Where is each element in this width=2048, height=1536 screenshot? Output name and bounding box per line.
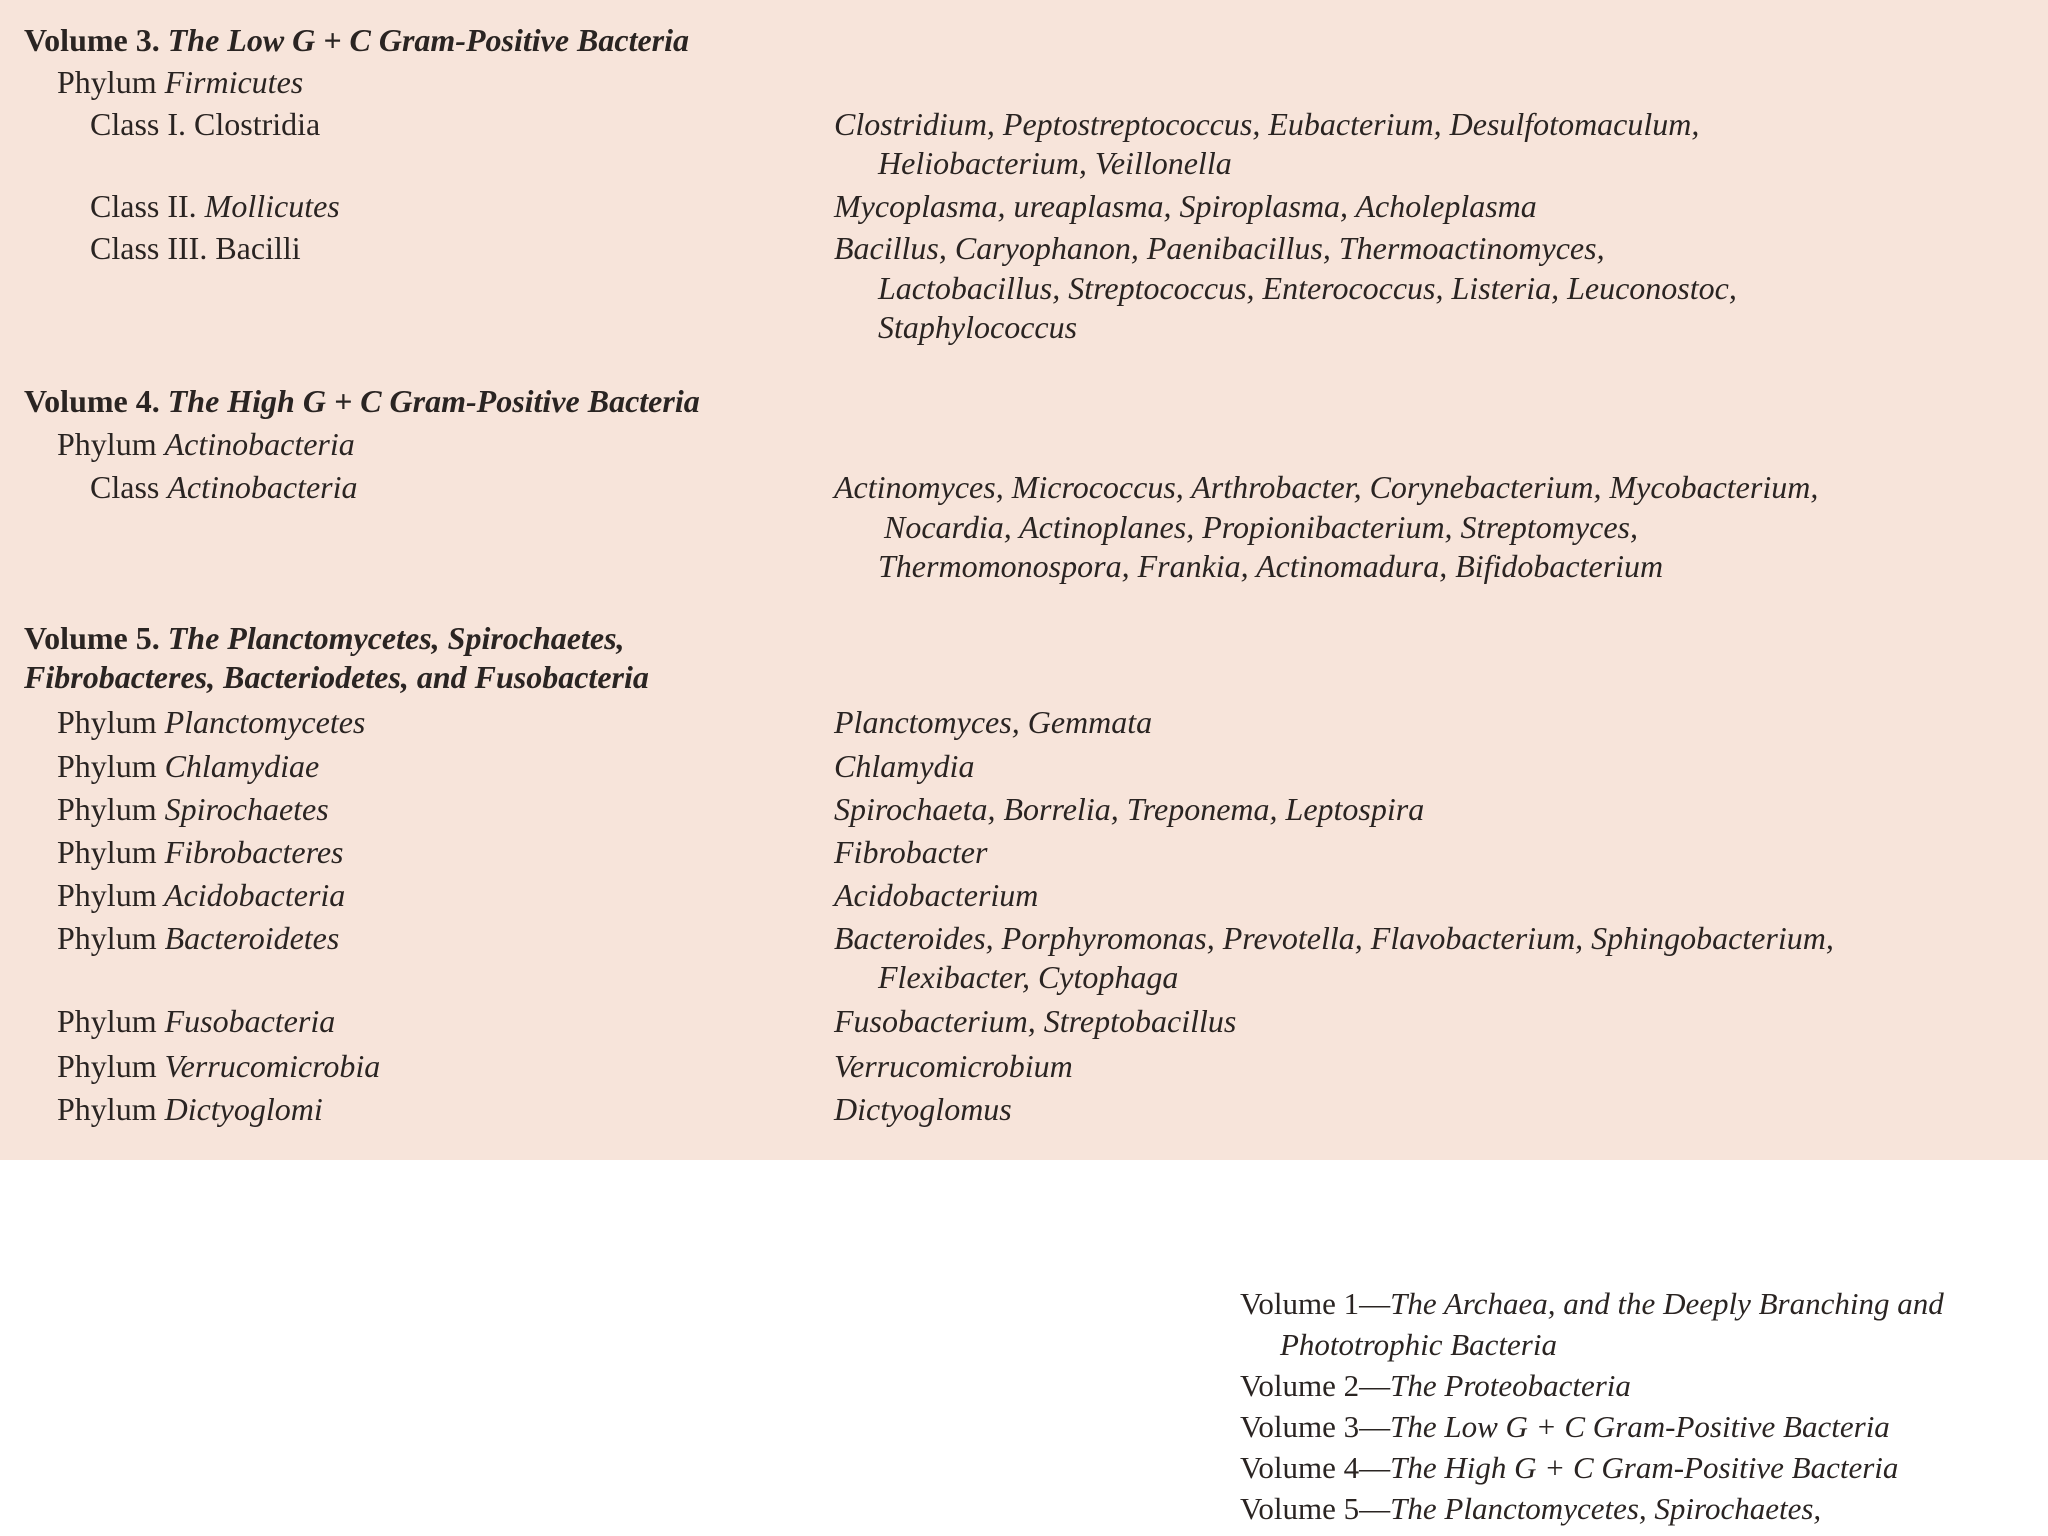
volume-label: Volume 5. xyxy=(24,620,160,656)
phylum-word: Phylum xyxy=(57,704,157,740)
volume-list-item xyxy=(1240,1406,2040,1447)
volume-title: The Low G + C Gram-Positive Bacteria xyxy=(1390,1409,1890,1444)
genera-bacilli-1: Bacillus, Caryophanon, Paenibacillus, Thermoactinomyces, xyxy=(834,230,1605,266)
genera-text: Chlamydia xyxy=(834,748,975,784)
phylum-firmicutes xyxy=(57,62,303,102)
class-name: Actinobacteria xyxy=(167,469,358,505)
phylum-row-label xyxy=(57,1046,380,1086)
phylum-name: Actinobacteria xyxy=(164,426,355,462)
volume-number: Volume 2— xyxy=(1240,1368,1391,1403)
volume-title: The Planctomycetes, Spirochaetes, xyxy=(1390,1491,1822,1526)
genera-text: Spirochaeta, Borrelia, Treponema, Leptospira xyxy=(834,791,1425,827)
class-name: Mollicutes xyxy=(204,188,340,224)
genera-bacilli-3: Staphylococcus xyxy=(878,309,1078,345)
phylum-word: Phylum xyxy=(57,834,157,870)
phylum-row-label xyxy=(57,832,344,872)
genera-clostridia-2: Heliobacterium, Veillonella xyxy=(878,145,1232,181)
volume-5-heading-line2: Fibrobacteres, Bacteriodetes, and Fusobacteria xyxy=(24,659,649,695)
volume-list-item xyxy=(1240,1283,2040,1324)
volume-title: The High G + C Gram-Positive Bacteria xyxy=(167,383,700,419)
genera-clostridia-1: Clostridium, Peptostreptococcus, Eubacterium, Desulfotomaculum, xyxy=(834,106,1700,142)
volume-5-heading xyxy=(24,618,625,658)
phylum-row-label xyxy=(57,702,365,742)
phylum-actinobacteria xyxy=(57,424,355,464)
phylum-word: Phylum xyxy=(57,1003,157,1039)
volume-title: The Low G + C Gram-Positive Bacteria xyxy=(167,22,690,58)
volume-label: Volume 3. xyxy=(24,22,160,58)
volume-list-item xyxy=(1240,1447,2040,1488)
class-mollicutes xyxy=(90,186,340,226)
genera-text: Flexibacter, Cytophaga xyxy=(878,959,1179,995)
phylum-word: Phylum xyxy=(57,877,157,913)
phylum-row-label xyxy=(57,1089,323,1129)
phylum-name: Planctomycetes xyxy=(156,704,366,740)
genera-actinobacteria-3: Thermomonospora, Frankia, Actinomadura, Bifidobacterium xyxy=(878,548,1664,584)
genera-text: Bacteroides, Porphyromonas, Prevotella, Flavobacterium, Sphingobacterium, xyxy=(834,920,1834,956)
volume-number: Volume 3— xyxy=(1240,1409,1391,1444)
phylum-name: Firmicutes xyxy=(164,64,304,100)
volume-title: The Planctomycetes, Spirochaetes, xyxy=(167,620,625,656)
phylum-word: Phylum xyxy=(57,1048,157,1084)
genera-text: Planctomyces, Gemmata xyxy=(834,704,1153,740)
genera-mollicutes: Mycoplasma, ureaplasma, Spiroplasma, Acholeplasma xyxy=(834,188,1537,224)
phylum-name: Chlamydiae xyxy=(156,748,320,784)
class-label: Class II. xyxy=(90,188,197,224)
phylum-word: Phylum xyxy=(57,920,157,956)
volume-list-item xyxy=(1240,1324,2040,1365)
volume-number: Volume 1— xyxy=(1240,1286,1391,1321)
phylum-word: Phylum xyxy=(57,791,157,827)
volume-title: Phototrophic Bacteria xyxy=(1280,1327,1557,1362)
class-clostridia xyxy=(90,104,320,144)
volume-number: Volume 5— xyxy=(1240,1491,1391,1526)
class-label: Class xyxy=(90,469,160,505)
phylum-name: Fibrobacteres xyxy=(156,834,344,870)
genera-actinobacteria-2: Nocardia, Actinoplanes, Propionibacterium, Streptomyces, xyxy=(884,509,1638,545)
volume-4-heading xyxy=(24,381,700,421)
phylum-name: Bacteroidetes xyxy=(156,920,340,956)
phylum-name: Acidobacteria xyxy=(156,877,346,913)
phylum-word: Phylum xyxy=(57,1091,157,1127)
genera-text: Verrucomicrobium xyxy=(834,1048,1073,1084)
genera-bacilli-2: Lactobacillus, Streptococcus, Enterococcus, Listeria, Leuconostoc, xyxy=(878,270,1737,306)
phylum-row-label xyxy=(57,1001,335,1041)
phylum-word: Phylum xyxy=(57,748,157,784)
phylum-name: Spirochaetes xyxy=(156,791,329,827)
volume-list xyxy=(1240,1283,2040,1529)
phylum-word: Phylum xyxy=(57,64,157,100)
phylum-word: Phylum xyxy=(57,426,157,462)
class-actinobacteria xyxy=(90,467,358,507)
phylum-name: Verrucomicrobia xyxy=(156,1048,381,1084)
phylum-row-label xyxy=(57,918,339,958)
volume-title: The Archaea, and the Deeply Branching and xyxy=(1390,1286,1944,1321)
genera-text: Fusobacterium, Streptobacillus xyxy=(834,1003,1237,1039)
class-label: Class I. Clostridia xyxy=(90,106,321,142)
phylum-row-label xyxy=(57,746,319,786)
volume-title: The Proteobacteria xyxy=(1390,1368,1631,1403)
phylum-name: Fusobacteria xyxy=(156,1003,336,1039)
phylum-row-label xyxy=(57,789,329,829)
genera-text: Acidobacterium xyxy=(834,877,1039,913)
class-bacilli xyxy=(90,228,301,268)
volume-3-heading xyxy=(24,20,689,60)
volume-label: Volume 4. xyxy=(24,383,160,419)
volume-list-item xyxy=(1240,1365,2040,1406)
genera-text: Fibrobacter xyxy=(834,834,988,870)
genera-text: Dictyoglomus xyxy=(834,1091,1012,1127)
volume-list-item xyxy=(1240,1488,2040,1529)
volume-number: Volume 4— xyxy=(1240,1450,1391,1485)
genera-actinobacteria-1: Actinomyces, Micrococcus, Arthrobacter, Corynebacterium, Mycobacterium, xyxy=(834,469,1819,505)
class-label: Class III. Bacilli xyxy=(90,230,301,266)
phylum-row-label xyxy=(57,875,345,915)
volume-title: The High G + C Gram-Positive Bacteria xyxy=(1390,1450,1899,1485)
phylum-name: Dictyoglomi xyxy=(156,1091,323,1127)
